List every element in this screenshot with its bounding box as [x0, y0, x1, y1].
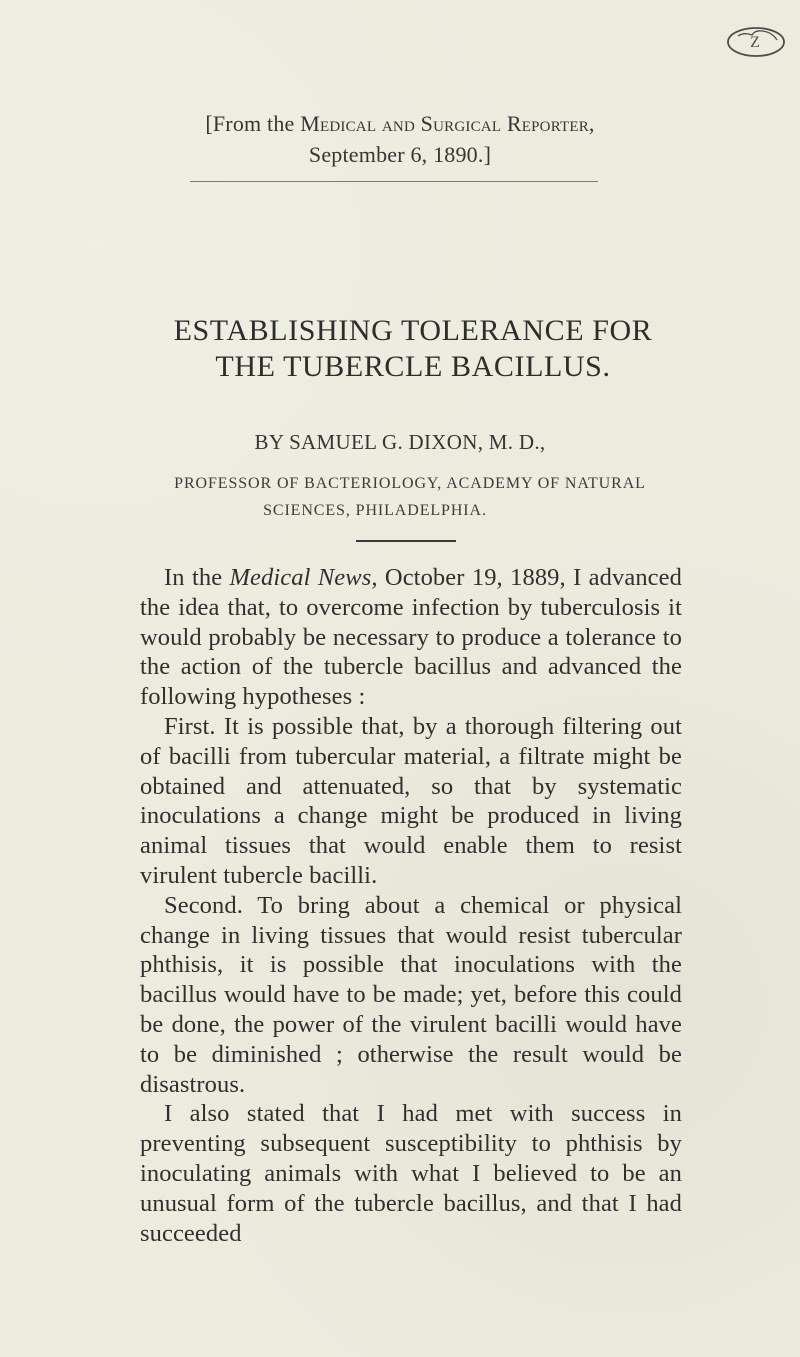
paragraph: I also stated that I had met with success in preventing subsequent susceptibility to phthisis by inoculating animals with what I believed to be an unusual form of the tubercle bacillus, and that I had succeeded	[140, 1100, 682, 1247]
paragraph	[140, 563, 682, 712]
source-prefix: [From the	[205, 111, 295, 136]
paragraph-prefix: In the	[164, 564, 223, 591]
affiliation-line2: SCIENCES, PHILADELPHIA.	[263, 502, 487, 519]
library-stamp-icon	[724, 20, 788, 64]
top-divider	[190, 181, 598, 182]
paragraph-text: October 19, 1889, I advanced the idea that, to overcome infection by tuberculosis it would probably be necessary to produce a tolerance to the action of the tubercle bacillus and advanced the following hypotheses :	[140, 564, 682, 711]
section-divider	[356, 540, 456, 542]
source-journal: Medical and Surgical Reporter,	[300, 111, 595, 136]
article-body	[140, 563, 682, 1248]
svg-text:Z: Z	[750, 34, 760, 51]
article-title-line1: ESTABLISHING TOLERANCE FOR	[173, 314, 653, 347]
author-line: BY SAMUEL G. DIXON, M. D.,	[254, 430, 546, 454]
affiliation-line1: PROFESSOR OF BACTERIOLOGY, ACADEMY OF NATURAL	[174, 475, 646, 492]
journal-reference: Medical News,	[229, 564, 378, 591]
source-date: September 6, 1890.]	[308, 142, 492, 167]
paragraph: First. It is possible that, by a thorough filtering out of bacilli from tubercular material, a filtrate might be obtained and attenuated, so that by systematic inoculations a change might be produced in living animal tissues that would enable them to resist virulent tubercle bacilli.	[140, 712, 682, 889]
source-citation	[0, 111, 800, 137]
article-title-line2: THE TUBERCLE BACILLUS.	[215, 350, 611, 383]
paragraph: Second. To bring about a chemical or physical change in living tissues that would resist tubercular phthisis, it is possible that inoculations with the bacillus would have to be made; yet, before this could be done, the power of the virulent bacilli would have to be diminished ; otherwise the result would be disastrous.	[140, 891, 682, 1098]
